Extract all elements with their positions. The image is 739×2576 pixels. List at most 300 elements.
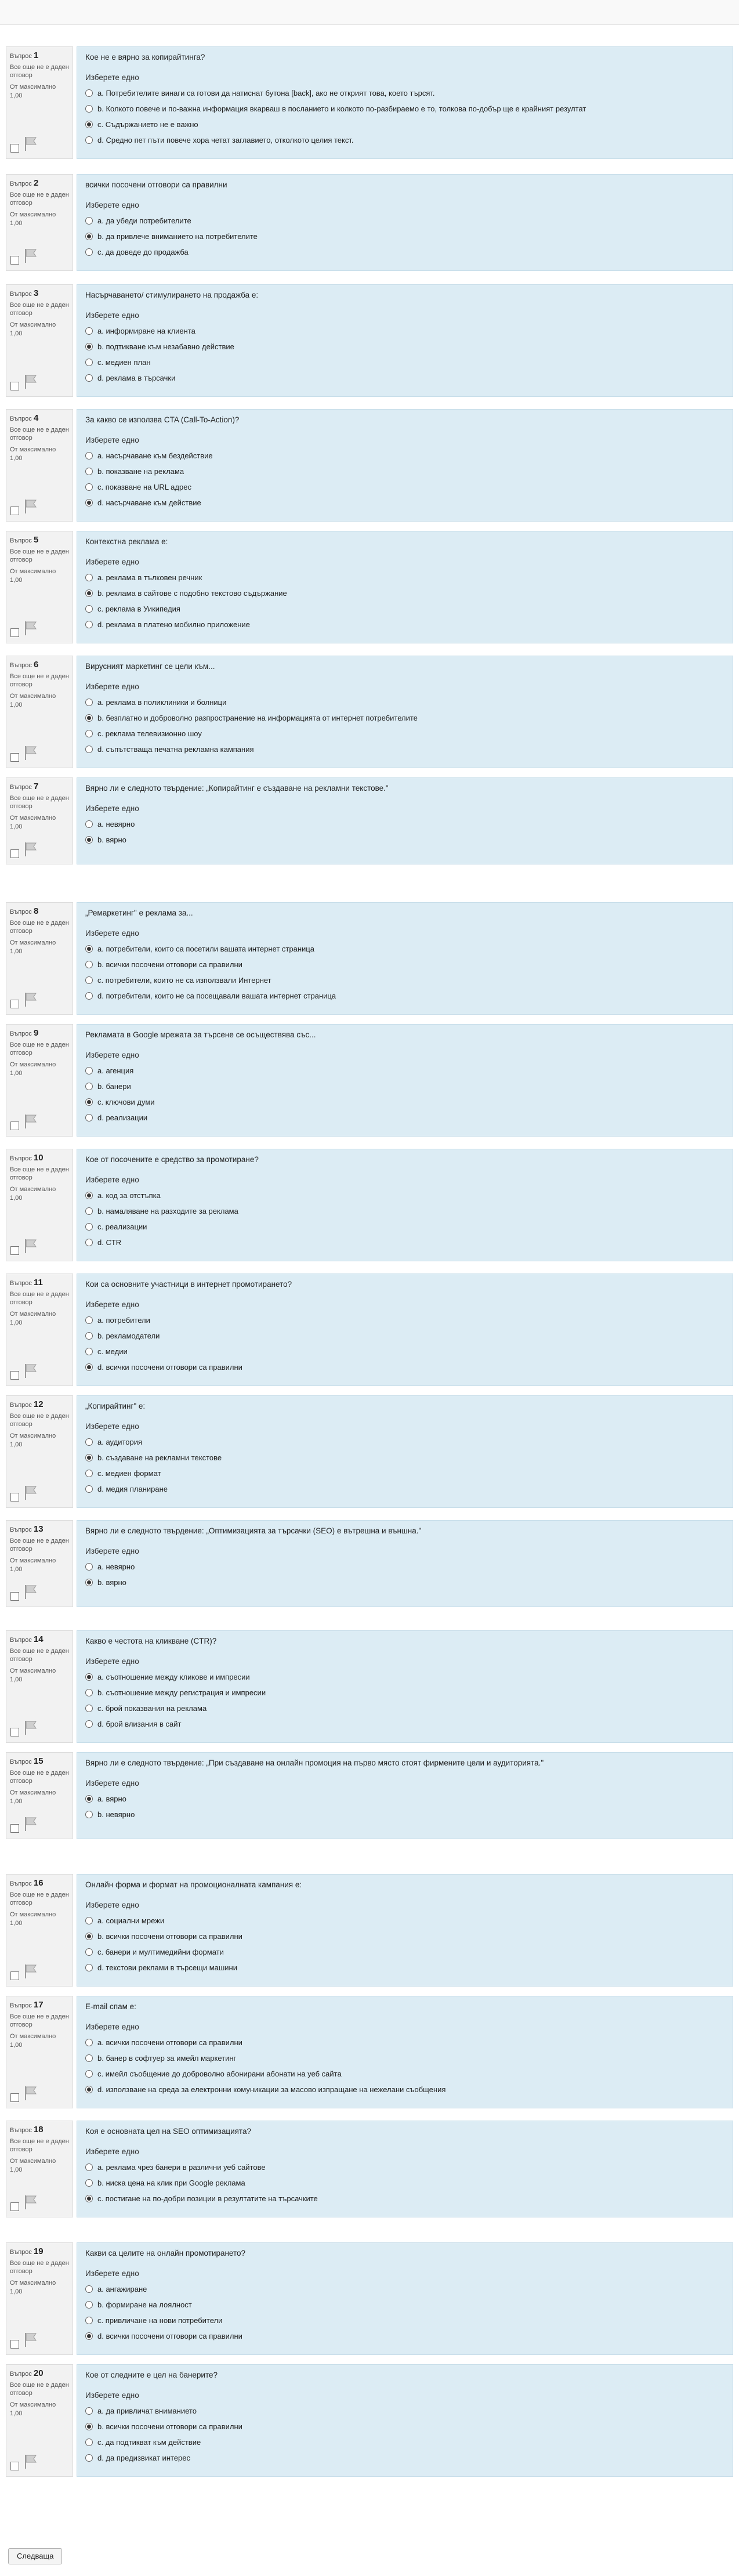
question-info xyxy=(6,1630,73,1743)
question-content xyxy=(77,2121,733,2217)
question-state: Все още не е даден отговор xyxy=(10,1166,69,1181)
radio-button[interactable] xyxy=(85,1348,93,1355)
radio-button[interactable] xyxy=(85,1563,93,1571)
question-info xyxy=(6,284,73,397)
radio-button[interactable] xyxy=(85,2317,93,2324)
answer-option[interactable] xyxy=(85,495,724,511)
question-content xyxy=(77,2364,733,2477)
radio-button[interactable] xyxy=(85,1673,93,1681)
answer-option[interactable] xyxy=(85,1188,724,1203)
answer-option-label: c. реклама телевизионно шоу xyxy=(97,729,202,738)
answer-option-label: b. показване на реклама xyxy=(97,467,184,476)
radio-button[interactable] xyxy=(85,105,93,113)
radio-button[interactable] xyxy=(85,2407,93,2415)
answer-option[interactable] xyxy=(85,244,724,260)
answer-option[interactable] xyxy=(85,1791,724,1807)
flag-checkbox[interactable] xyxy=(10,1824,19,1833)
flag-icon[interactable] xyxy=(24,499,38,514)
question-block xyxy=(6,46,733,159)
question-state: Все още не е даден отговор xyxy=(10,426,69,442)
radio-button[interactable] xyxy=(85,2163,93,2171)
answer-option[interactable] xyxy=(85,2450,724,2466)
max-mark-value: 1,00 xyxy=(10,823,23,830)
flag-checkbox[interactable] xyxy=(10,1371,19,1380)
max-mark-value: 1,00 xyxy=(10,1441,23,1448)
answer-option[interactable] xyxy=(85,972,724,988)
question-block xyxy=(6,2364,733,2477)
answer-option[interactable] xyxy=(85,988,724,1004)
radio-button[interactable] xyxy=(85,961,93,968)
answer-option-label: b. съотношение между регистрация и импресии xyxy=(97,1688,266,1697)
radio-button[interactable] xyxy=(85,1485,93,1493)
answer-option[interactable] xyxy=(85,1094,724,1110)
question-text: Какви са целите на онлайн промотирането? xyxy=(85,2249,246,2257)
radio-button[interactable] xyxy=(85,746,93,753)
max-mark-label: От максимално xyxy=(10,321,56,328)
answer-option[interactable] xyxy=(85,832,724,848)
answer-option[interactable] xyxy=(85,1079,724,1094)
question-state: Все още не е даден отговор xyxy=(10,1291,69,1306)
question-text: Кое от следните е цел на банерите? xyxy=(85,2371,218,2379)
flag-icon[interactable] xyxy=(24,2454,38,2469)
radio-button[interactable] xyxy=(85,217,93,225)
flag-checkbox[interactable] xyxy=(10,849,19,858)
answer-option-label: a. реклама в тълковен речник xyxy=(97,573,202,582)
max-mark-label: От максимално xyxy=(10,693,56,700)
answer-option[interactable] xyxy=(85,726,724,741)
flag-icon[interactable] xyxy=(24,374,38,389)
answer-option-label: d. Средно пет пъти повече хора четат заглавието, отколкото целия текст. xyxy=(97,136,354,144)
answer-option[interactable] xyxy=(85,2434,724,2450)
answer-option-label: d. брой влизания в сайт xyxy=(97,1720,182,1728)
radio-button[interactable] xyxy=(85,1948,93,1956)
answer-option[interactable] xyxy=(85,101,724,117)
answer-option-label: b. всички посочени отговори са правилни xyxy=(97,1932,242,1941)
radio-button[interactable] xyxy=(85,1192,93,1199)
question-block xyxy=(6,1395,733,1508)
question-number: Въпрос 14 xyxy=(10,1634,44,1644)
answer-option[interactable] xyxy=(85,2082,724,2097)
radio-button[interactable] xyxy=(85,730,93,737)
answer-option[interactable] xyxy=(85,1063,724,1079)
answer-option[interactable] xyxy=(85,741,724,757)
answer-option-label: a. невярно xyxy=(97,1562,135,1571)
answer-option[interactable] xyxy=(85,2159,724,2175)
question-number: Въпрос 3 xyxy=(10,288,39,298)
answer-option-label: c. потребители, които не са използвали Интернет xyxy=(97,976,271,985)
flag-icon[interactable] xyxy=(24,1817,38,1832)
flag-checkbox[interactable] xyxy=(10,256,19,265)
answer-prompt: Изберете едно xyxy=(85,1901,139,1909)
question-number: Въпрос 18 xyxy=(10,2125,44,2134)
answer-option-label: c. медиен план xyxy=(97,358,151,367)
answer-option[interactable] xyxy=(85,1359,724,1375)
radio-button[interactable] xyxy=(85,1067,93,1074)
question-state: Все още не е даден отговор xyxy=(10,302,69,317)
question-text: „Копирайтинг" е: xyxy=(85,1402,146,1410)
question-state: Все още не е даден отговор xyxy=(10,2382,69,2397)
max-mark-value: 1,00 xyxy=(10,1920,23,1927)
flag-checkbox[interactable] xyxy=(10,1000,19,1008)
question-content xyxy=(77,1149,733,1261)
answer-option-label: b. Колкото повече и по-важна информация вкарваш в посланието и колкото по-разбираемо е то, толкова по-добър ще е крайният резултат xyxy=(97,104,586,113)
question-info xyxy=(6,1874,73,1987)
answer-option[interactable] xyxy=(85,1434,724,1450)
flag-checkbox[interactable] xyxy=(10,1121,19,1130)
answer-option[interactable] xyxy=(85,1960,724,1976)
answer-option[interactable] xyxy=(85,1669,724,1685)
radio-button[interactable] xyxy=(85,1689,93,1696)
question-content xyxy=(77,46,733,159)
answer-prompt: Изберете едно xyxy=(85,2391,139,2400)
radio-button[interactable] xyxy=(85,1316,93,1324)
answer-option[interactable] xyxy=(85,1685,724,1701)
radio-button[interactable] xyxy=(85,1964,93,1971)
radio-button[interactable] xyxy=(85,992,93,1000)
answer-option[interactable] xyxy=(85,694,724,710)
question-info xyxy=(6,2121,73,2217)
answer-option[interactable] xyxy=(85,1716,724,1732)
answer-option[interactable] xyxy=(85,1701,724,1716)
answer-option[interactable] xyxy=(85,1913,724,1929)
radio-button[interactable] xyxy=(85,327,93,335)
max-mark-label: От максимално xyxy=(10,1557,56,1564)
radio-button[interactable] xyxy=(85,836,93,844)
question-number: Въпрос 17 xyxy=(10,2000,44,2010)
question-info xyxy=(6,531,73,643)
answer-option[interactable] xyxy=(85,1450,724,1466)
radio-button[interactable] xyxy=(85,121,93,128)
question-text: Коя е основната цел на SEO оптимизацията? xyxy=(85,2127,251,2136)
question-content xyxy=(77,1630,733,1743)
answer-prompt: Изберете едно xyxy=(85,201,139,209)
answer-option[interactable] xyxy=(85,1110,724,1126)
flag-icon[interactable] xyxy=(24,842,38,857)
question-block xyxy=(6,656,733,768)
radio-button[interactable] xyxy=(85,2070,93,2078)
flag-icon[interactable] xyxy=(24,621,38,636)
flag-checkbox[interactable] xyxy=(10,1728,19,1736)
radio-button[interactable] xyxy=(85,2086,93,2093)
answer-option[interactable] xyxy=(85,1235,724,1250)
flag-checkbox[interactable] xyxy=(10,1493,19,1502)
radio-button[interactable] xyxy=(85,2285,93,2293)
question-state: Все още не е даден отговор xyxy=(10,191,69,207)
radio-button[interactable] xyxy=(85,976,93,984)
answer-option[interactable] xyxy=(85,117,724,132)
question-block xyxy=(6,284,733,397)
answer-option[interactable] xyxy=(85,2281,724,2297)
answer-option-label: b. вярно xyxy=(97,835,126,844)
question-number: Въпрос 8 xyxy=(10,906,39,916)
flag-checkbox[interactable] xyxy=(10,506,19,515)
radio-button[interactable] xyxy=(85,820,93,828)
answer-prompt: Изберете едно xyxy=(85,1300,139,1309)
question-block xyxy=(6,1752,733,1839)
answer-option-label: b. намаляване на разходите за реклама xyxy=(97,1207,238,1215)
answer-option[interactable] xyxy=(85,213,724,229)
answer-option[interactable] xyxy=(85,2191,724,2206)
radio-button[interactable] xyxy=(85,1579,93,1586)
answer-option[interactable] xyxy=(85,570,724,585)
question-text: Кое от посочените е средство за промотиране? xyxy=(85,1155,259,1164)
max-mark-value: 1,00 xyxy=(10,2410,23,2417)
answer-option[interactable] xyxy=(85,2313,724,2328)
radio-button[interactable] xyxy=(85,1470,93,1477)
max-mark-value: 1,00 xyxy=(10,2288,23,2295)
radio-button[interactable] xyxy=(85,699,93,706)
flag-icon[interactable] xyxy=(24,2195,38,2210)
radio-button[interactable] xyxy=(85,714,93,722)
radio-button[interactable] xyxy=(85,2054,93,2062)
answer-option-label: d. CTR xyxy=(97,1238,122,1247)
answer-prompt: Изберете едно xyxy=(85,436,139,444)
answer-option-label: d. всички посочени отговори са правилни xyxy=(97,2332,242,2340)
question-state: Все още не е даден отговор xyxy=(10,64,69,79)
question-content xyxy=(77,409,733,522)
answer-option-label: d. да предизвикат интерес xyxy=(97,2454,190,2462)
flag-checkbox[interactable] xyxy=(10,1246,19,1255)
answer-option[interactable] xyxy=(85,132,724,148)
answer-option-label: a. всички посочени отговори са правилни xyxy=(97,2038,242,2047)
question-content xyxy=(77,1996,733,2108)
answer-option[interactable] xyxy=(85,1944,724,1960)
answer-option[interactable] xyxy=(85,2050,724,2066)
radio-button[interactable] xyxy=(85,1720,93,1728)
question-number: Въпрос 20 xyxy=(10,2368,44,2378)
answer-option-label: b. банер в софтуер за имейл маркетинг xyxy=(97,2054,237,2063)
question-state: Все още не е даден отговор xyxy=(10,2013,69,2028)
answer-option[interactable] xyxy=(85,585,724,601)
answer-option-label: a. невярно xyxy=(97,820,135,828)
radio-button[interactable] xyxy=(85,589,93,597)
flag-icon[interactable] xyxy=(24,1485,38,1500)
answer-option[interactable] xyxy=(85,1481,724,1497)
question-text: Кое не е вярно за копирайтинга? xyxy=(85,53,205,61)
answer-option[interactable] xyxy=(85,229,724,244)
flag-icon[interactable] xyxy=(24,1584,38,1600)
answer-option-label: a. социални мрежи xyxy=(97,1916,165,1925)
question-info xyxy=(6,1752,73,1839)
radio-button[interactable] xyxy=(85,89,93,97)
answer-option-label: c. да доведе до продажба xyxy=(97,248,189,256)
answer-prompt: Изберете едно xyxy=(85,73,139,82)
answer-option-label: a. да привличат вниманието xyxy=(97,2407,197,2415)
answer-option-label: b. формиране на лоялност xyxy=(97,2300,192,2309)
answer-option-label: a. насърчаване към бездействие xyxy=(97,451,213,460)
flag-checkbox[interactable] xyxy=(10,1971,19,1980)
radio-button[interactable] xyxy=(85,359,93,366)
answer-option[interactable] xyxy=(85,339,724,354)
radio-button[interactable] xyxy=(85,1933,93,1940)
question-number: Въпрос 10 xyxy=(10,1153,44,1163)
answer-option[interactable] xyxy=(85,2035,724,2050)
answer-option-label: a. аудитория xyxy=(97,1438,143,1446)
radio-button[interactable] xyxy=(85,1454,93,1461)
answer-option[interactable] xyxy=(85,601,724,617)
flag-checkbox[interactable] xyxy=(10,753,19,762)
max-mark-value: 1,00 xyxy=(10,1798,23,1805)
answer-option[interactable] xyxy=(85,1203,724,1219)
radio-button[interactable] xyxy=(85,1363,93,1371)
question-number: Въпрос 19 xyxy=(10,2246,44,2256)
radio-button[interactable] xyxy=(85,1811,93,1818)
radio-button[interactable] xyxy=(85,1114,93,1121)
answer-prompt: Изберете едно xyxy=(85,682,139,691)
question-info xyxy=(6,656,73,768)
radio-button[interactable] xyxy=(85,1438,93,1446)
answer-option-label: d. текстови реклами в търсещи машини xyxy=(97,1963,237,1972)
flag-icon[interactable] xyxy=(24,2086,38,2101)
radio-button[interactable] xyxy=(85,574,93,581)
answer-option[interactable] xyxy=(85,464,724,479)
flag-checkbox[interactable] xyxy=(10,2462,19,2470)
question-number: Въпрос 7 xyxy=(10,782,39,791)
answer-option[interactable] xyxy=(85,2328,724,2344)
question-content xyxy=(77,902,733,1015)
question-state: Все още не е даден отговор xyxy=(10,548,69,563)
radio-button[interactable] xyxy=(85,452,93,460)
max-mark-label: От максимално xyxy=(10,815,56,822)
flag-checkbox[interactable] xyxy=(10,2202,19,2211)
flag-icon[interactable] xyxy=(24,136,38,151)
radio-button[interactable] xyxy=(85,1098,93,1106)
answer-prompt: Изберете едно xyxy=(85,929,139,938)
radio-button[interactable] xyxy=(85,1083,93,1090)
radio-button[interactable] xyxy=(85,2195,93,2202)
radio-button[interactable] xyxy=(85,468,93,475)
answer-option-label: d. медия планиране xyxy=(97,1485,168,1493)
answer-option-label: c. имейл съобщение до доброволно абонирани абонати на уеб сайта xyxy=(97,2070,342,2078)
answer-option[interactable] xyxy=(85,1559,724,1575)
answer-option[interactable] xyxy=(85,1466,724,1481)
radio-button[interactable] xyxy=(85,945,93,953)
answer-option[interactable] xyxy=(85,448,724,464)
answer-option[interactable] xyxy=(85,2175,724,2191)
answer-option[interactable] xyxy=(85,479,724,495)
radio-button[interactable] xyxy=(85,136,93,144)
flag-checkbox[interactable] xyxy=(10,2093,19,2102)
answer-option[interactable] xyxy=(85,370,724,386)
flag-icon[interactable] xyxy=(24,1964,38,1979)
radio-button[interactable] xyxy=(85,1705,93,1712)
answer-option[interactable] xyxy=(85,85,724,101)
radio-button[interactable] xyxy=(85,2179,93,2187)
radio-button[interactable] xyxy=(85,1239,93,1246)
flag-checkbox[interactable] xyxy=(10,382,19,390)
flag-checkbox[interactable] xyxy=(10,1592,19,1601)
answer-option-label: b. банери xyxy=(97,1082,131,1091)
flag-checkbox[interactable] xyxy=(10,628,19,637)
flag-checkbox[interactable] xyxy=(10,2340,19,2349)
radio-button[interactable] xyxy=(85,2301,93,2309)
radio-button[interactable] xyxy=(85,621,93,628)
question-state: Все още не е даден отговор xyxy=(10,1537,69,1553)
answer-option[interactable] xyxy=(85,1219,724,1235)
flag-icon[interactable] xyxy=(24,248,38,263)
answer-option[interactable] xyxy=(85,1929,724,1944)
flag-icon[interactable] xyxy=(24,1239,38,1254)
answer-prompt: Изберете едно xyxy=(85,1422,139,1431)
answer-option[interactable] xyxy=(85,1344,724,1359)
answer-option[interactable] xyxy=(85,2066,724,2082)
max-mark-label: От максимално xyxy=(10,1789,56,1796)
radio-button[interactable] xyxy=(85,1795,93,1803)
question-content xyxy=(77,531,733,643)
next-page-button[interactable]: Следваща xyxy=(8,2548,62,2564)
radio-button[interactable] xyxy=(85,233,93,240)
radio-button[interactable] xyxy=(85,2332,93,2340)
question-number: Въпрос 15 xyxy=(10,1756,44,1766)
radio-button[interactable] xyxy=(85,2423,93,2430)
flag-icon[interactable] xyxy=(24,1114,38,1129)
radio-button[interactable] xyxy=(85,248,93,256)
radio-button[interactable] xyxy=(85,2454,93,2462)
answer-option-label: c. привличане на нови потребители xyxy=(97,2316,223,2325)
answer-option[interactable] xyxy=(85,710,724,726)
radio-button[interactable] xyxy=(85,374,93,382)
answer-option[interactable] xyxy=(85,2419,724,2434)
answer-option[interactable] xyxy=(85,941,724,957)
radio-button[interactable] xyxy=(85,2039,93,2046)
question-block xyxy=(6,1273,733,1386)
radio-button[interactable] xyxy=(85,499,93,506)
radio-button[interactable] xyxy=(85,343,93,350)
flag-checkbox[interactable] xyxy=(10,144,19,153)
radio-button[interactable] xyxy=(85,2438,93,2446)
flag-icon[interactable] xyxy=(24,1363,38,1379)
question-info xyxy=(6,777,73,864)
answer-option[interactable] xyxy=(85,2297,724,2313)
answer-prompt: Изберете едно xyxy=(85,558,139,566)
answer-option-label: b. създаване на рекламни текстове xyxy=(97,1453,222,1462)
answer-option-label: d. съпътстваща печатна рекламна кампания xyxy=(97,745,254,754)
radio-button[interactable] xyxy=(85,1917,93,1924)
answer-option[interactable] xyxy=(85,1328,724,1344)
flag-icon[interactable] xyxy=(24,2332,38,2347)
flag-icon[interactable] xyxy=(24,992,38,1007)
answer-option-label: a. реклама в поликлиники и болници xyxy=(97,698,227,707)
answer-option[interactable] xyxy=(85,354,724,370)
answer-option[interactable] xyxy=(85,1312,724,1328)
radio-button[interactable] xyxy=(85,1207,93,1215)
answer-option[interactable] xyxy=(85,1575,724,1590)
flag-icon[interactable] xyxy=(24,746,38,761)
question-number: Въпрос 6 xyxy=(10,660,39,670)
answer-option[interactable] xyxy=(85,617,724,632)
question-content xyxy=(77,174,733,271)
radio-button[interactable] xyxy=(85,1332,93,1340)
flag-icon[interactable] xyxy=(24,1720,38,1735)
radio-button[interactable] xyxy=(85,1223,93,1231)
question-info xyxy=(6,1996,73,2108)
question-content xyxy=(77,2242,733,2355)
answer-prompt: Изберете едно xyxy=(85,1779,139,1788)
question-text: Контекстна реклама е: xyxy=(85,537,168,546)
answer-option-label: b. безплатно и доброволно разпространение на информацията от интернет потребителите xyxy=(97,714,418,722)
max-mark-label: От максимално xyxy=(10,568,56,575)
radio-button[interactable] xyxy=(85,605,93,613)
answer-option[interactable] xyxy=(85,323,724,339)
radio-button[interactable] xyxy=(85,483,93,491)
answer-option[interactable] xyxy=(85,2403,724,2419)
answer-prompt: Изберете едно xyxy=(85,1547,139,1555)
answer-prompt: Изберете едно xyxy=(85,311,139,320)
answer-option-label: b. ниска цена на клик при Google реклама xyxy=(97,2179,245,2187)
answer-option[interactable] xyxy=(85,957,724,972)
answer-option[interactable] xyxy=(85,1807,724,1822)
answer-option[interactable] xyxy=(85,816,724,832)
